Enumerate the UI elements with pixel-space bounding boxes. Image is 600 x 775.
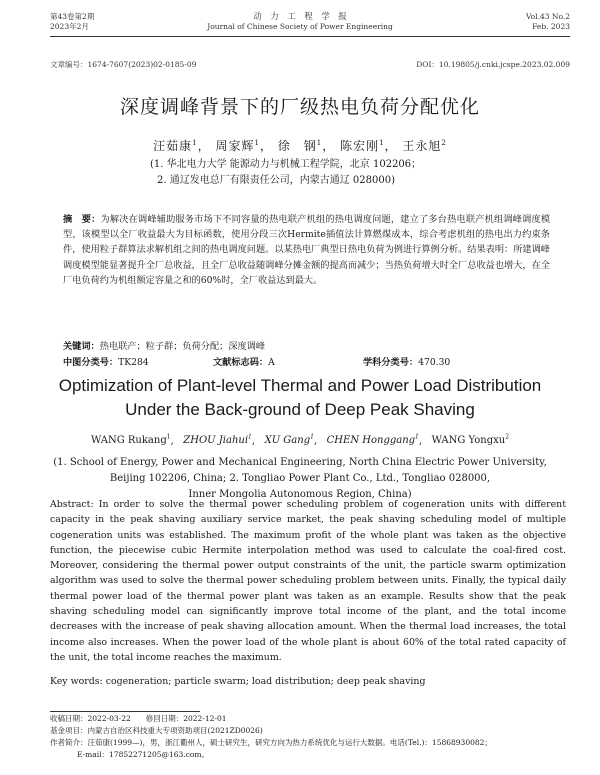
author-cn: 陈宏刚$^1$ [340,139,385,153]
paper-title-en [0,374,600,422]
abstract-label-en: Abstract: [50,499,94,510]
subject-value: 470.30 [418,357,451,368]
keywords-text-en: cogeneration; particle swarm; load distribution; deep peak shaving [105,676,426,687]
classification-cn [63,354,543,368]
keywords-text-cn: 热电联产；粒子群；负荷分配；深度调峰 [99,341,266,352]
footnote-bio: 作者简介：汪茹康(1999—)，男，浙江衢州人，硕士研究生，研究方向为热力系统优化与运行大数据。电话(Tel.)：15868930082； [50,738,492,747]
journal-title [150,12,450,32]
abstract-label-cn: 摘 要： [63,214,101,225]
affiliation-cn-1: (1. 华北电力大学 能源动力与机械工程学院，北京 102206； [150,159,422,170]
abstract-cn [63,212,550,288]
author-en: ZHOU Jiahui$^1$ [183,434,252,447]
paper-title-en-line1: Optimization of Plant-level Thermal and Power Load Distribution [58,376,542,395]
issue-date-en: Feb. 2023 [532,22,570,31]
keywords-label-en: Key words: [50,676,103,687]
header-rule [50,36,570,37]
journal-volume-en [450,12,570,32]
affiliation-en-1: (1. School of Energy, Power and Mechanical Engineering, North China Electric Power University, [53,457,547,468]
clc-label: 中图分类号： [63,357,119,368]
paper-title-en-line2: Under the Back-ground of Deep Peak Shaving [125,400,475,419]
affiliation-en-3: Inner Mongolia Autonomous Region, China) [188,489,412,500]
author-en: WANG Rukang$^1$ [90,434,171,447]
author-cn: 周家辉$^1$ [215,139,260,153]
affiliation-en [0,455,600,503]
authors-cn: 汪茹康$^1$， 周家辉$^1$， 徐 钢$^1$， 陈宏刚$^1$， 王永旭$^2$ [153,139,447,153]
author-en: WANG Yongxu$^2$ [431,434,510,447]
issue-date: 2023年2月 [50,22,89,31]
affiliation-cn-2: 2. 通辽发电总厂有限责任公司，内蒙古通辽 028000) [157,175,395,186]
author-en: XU Gang$^1$ [264,434,314,447]
doi: DOI：10.19805/j.cnki.jcspe.2023.02.009 [416,60,570,69]
author-cn: 汪茹康$^1$ [153,139,198,153]
footnote-fund: 基金项目：内蒙古自治区科技重大专项资助项目(2021ZD0026) [50,726,263,735]
clc-value: TK284 [118,357,149,368]
abstract-en [50,497,566,665]
paper-title-cn: 深度调峰背景下的厂级热电负荷分配优化 [119,96,480,118]
article-number: 文章编号：1674-7607(2023)02-0185-09 [50,60,197,69]
volume-issue-en: Vol.43 No.2 [525,12,570,21]
author-cn: 徐 钢$^1$ [277,139,323,153]
footnote-received: 收稿日期：2022-03-22 修回日期：2022-12-01 [50,714,227,723]
doc-code-label: 文献标志码： [213,357,269,368]
footnote-email: E-mail：17852271205@163.com。 [77,750,210,759]
abstract-text-cn: 为解决在调峰辅助服务市场下不同容量的热电联产机组的热电调度问题，建立了多台热电联产机组调峰调度模型，该模型以全厂收益最大为目标函数，使用分段三次Hermite插值法计算燃煤成本，综合考虑机组的热电出力约束条件，使用粒子群算法求解机组之间的热电调度问题。以某热电厂典型日热电负荷为例进行算例分析。结果表明：所建调峰调度模型能显著提升全厂总收益，且全厂总收益随调峰分摊金额的提高而减少；当热负荷增大时全厂总收益也增大，在全厂电负荷约为机组额定容量之和的60%时，全厂收益达到最大。 [63,214,551,286]
author-cn: 王永旭$^2$ [402,139,447,153]
keywords-en [50,676,425,687]
affiliation-en-2: Beijing 102206, China; 2. Tongliao Power Plant Co., Ltd., Tongliao 028000, [109,473,491,484]
journal-volume-issue [50,12,94,32]
subject-label: 学科分类号： [363,357,419,368]
doc-code-value: A [268,357,275,368]
keywords-label-cn: 关键词： [63,341,100,352]
journal-title-en: Journal of Chinese Society of Power Engineering [207,22,393,31]
authors-en: WANG Rukang$^1$, ZHOU Jiahui$^1$, XU Gang$^1$, CHEN Honggang$^1$, WANG Yongxu$^2$ [90,434,510,447]
journal-title-cn: 动 力 工 程 学 报 [253,12,347,22]
volume-issue: 第43卷第2期 [50,12,95,21]
keywords-cn [63,338,265,352]
footnote-rule [50,711,200,712]
author-en: CHEN Honggang$^1$ [326,434,419,447]
abstract-text-en: In order to solve the thermal power scheduling problem of cogeneration units with different capacity in the peak shaving auxiliary service market, the peak shaving scheduling model of multiple cogeneration units was established. The maximum profit of the whole plant was taken as the objective function, the piecewise cubic Hermite interpolation method was used to calculate the coal-fired cost. Moreover, considering the thermal power output constraints of the unit, the particle swarm optimization algorithm was used to solve the thermal power scheduling problem between units. Finally, the typical daily thermal power load of the thermal power plant was taken as an example. Results show that the peak shaving scheduling model can significantly improve total income of the plant, and the total income decreases with the increase of peak shaving allocation amount. When the thermal load increases, the total income also increases. When the power load of the whole plant is about 60% of the total rated capacity of the unit, the total income reaches the maximum. [50,499,566,663]
